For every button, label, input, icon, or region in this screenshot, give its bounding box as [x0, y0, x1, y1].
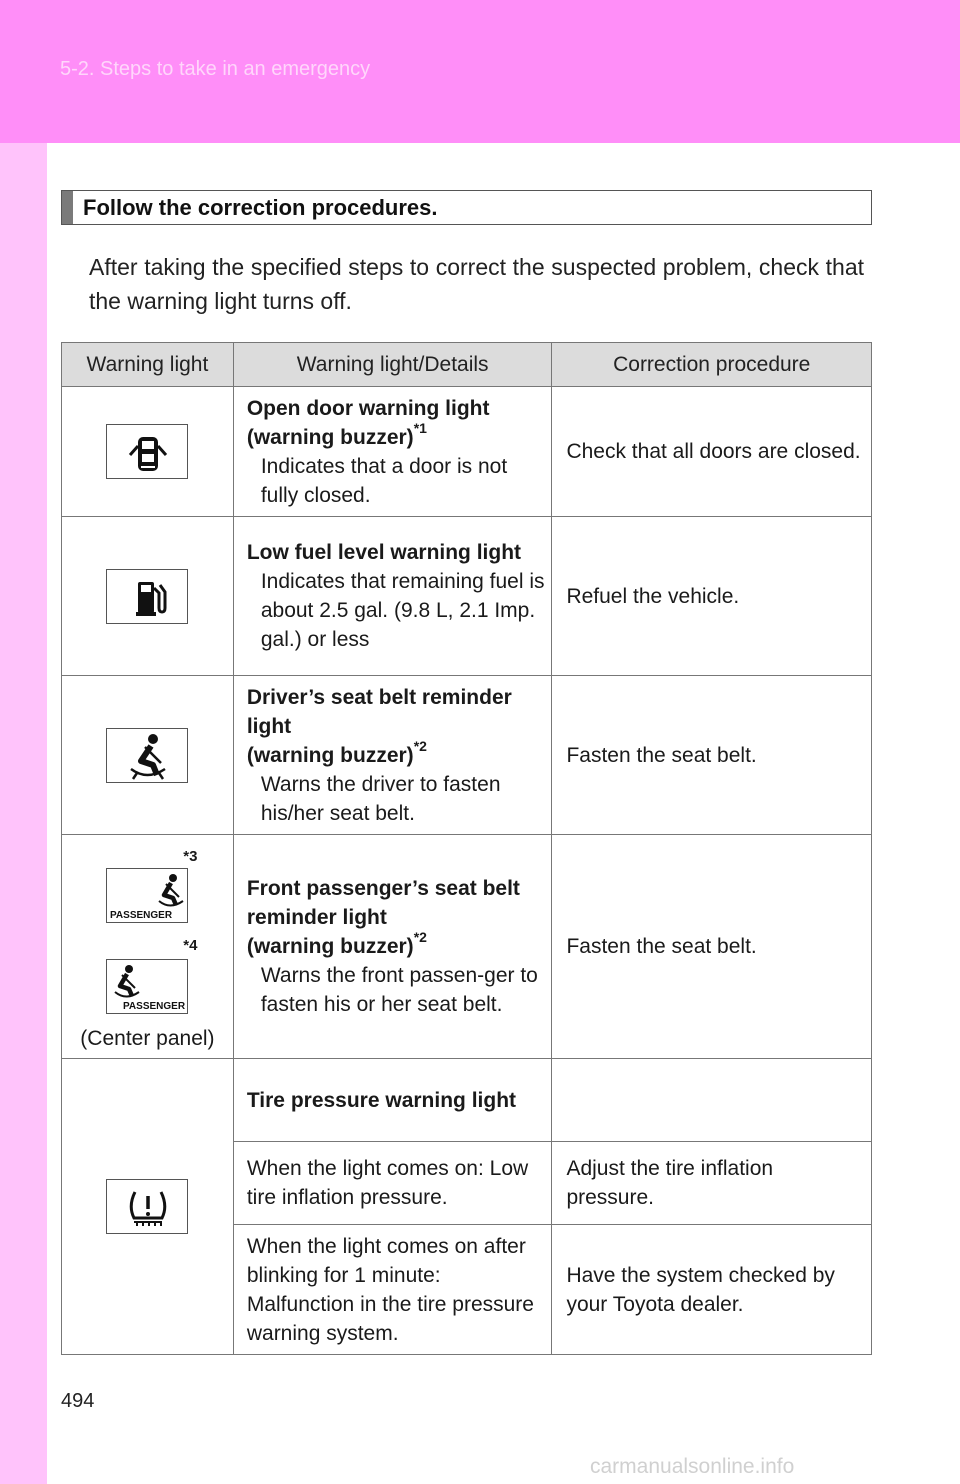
procedure-intro: After taking the specified steps to correct the suspected problem, check that the warning light turns off.: [89, 254, 864, 314]
passenger-badge: PASSENGER: [123, 1001, 186, 1012]
passenger-seat-belt-icon: [106, 868, 188, 923]
row-title: Driver’s seat belt reminder light: [246, 685, 512, 738]
passenger-badge: PASSENGER: [110, 910, 173, 921]
side-band: [0, 143, 47, 1484]
row-detail: Warns the front passen-ger to fasten his or her seat belt.: [260, 964, 538, 1016]
table-row: [62, 517, 872, 676]
header-details: Warning light/Details: [233, 343, 552, 387]
row-correction: Adjust the tire inflation pressure.: [552, 1142, 872, 1225]
row-correction: Fasten the seat belt.: [552, 676, 872, 835]
row-title: Tire pressure warning light: [246, 1088, 517, 1112]
footnote-mark: *2: [413, 737, 427, 754]
row-title-buzzer: (warning buzzer): [246, 935, 414, 958]
fuel-pump-icon: [106, 569, 188, 624]
row-title-buzzer: (warning buzzer): [246, 743, 414, 767]
passenger-seat-belt-icon: [106, 959, 188, 1014]
row-title: Front passenger’s seat belt reminder light: [246, 877, 520, 929]
procedure-heading: [61, 190, 872, 225]
header-correction: Correction procedure: [552, 343, 872, 387]
row-title-buzzer: (warning buzzer): [246, 425, 414, 449]
tire-pressure-icon: [106, 1179, 188, 1234]
footnote-mark: *1: [413, 419, 427, 436]
section-title: 5-2. Steps to take in an emergency: [60, 58, 371, 80]
seat-belt-icon: [106, 728, 188, 783]
row-correction: Refuel the vehicle.: [552, 517, 872, 676]
table-header-row: [62, 343, 872, 387]
header-warning-light: Warning light: [62, 343, 234, 387]
row-detail: When the light comes on after blinking for 1 minute: Malfunction in the tire pressure warning system.: [233, 1225, 552, 1355]
warning-light-table: [61, 342, 872, 1355]
footnote-mark: *4: [183, 937, 198, 954]
table-row: [62, 676, 872, 835]
row-detail: When the light comes on: Low tire inflation pressure.: [233, 1142, 552, 1225]
row-detail: Indicates that remaining fuel is about 2.5 gal. (9.8 L, 2.1 Imp. gal.) or less: [260, 570, 545, 651]
row-title: Low fuel level warning light: [246, 541, 522, 564]
table-row: [62, 387, 872, 517]
row-detail: Warns the driver to fasten his/her seat belt.: [260, 772, 501, 825]
row-correction: Fasten the seat belt.: [552, 835, 872, 1059]
row-correction: Check that all doors are closed.: [552, 387, 872, 517]
open-door-icon: [106, 424, 188, 479]
footnote-mark: *2: [413, 929, 427, 945]
page-number: 494: [61, 1390, 95, 1412]
watermark: carmanualsonline.info: [590, 1455, 795, 1478]
table-row: [62, 835, 872, 1059]
icon-caption: (Center panel): [80, 1027, 215, 1050]
heading-bar: [62, 191, 73, 224]
footnote-mark: *3: [183, 848, 198, 865]
row-title: Open door warning light: [246, 396, 490, 420]
row-detail: Indicates that a door is not fully closed.: [260, 454, 508, 507]
procedure-heading-text: Follow the correction procedures.: [83, 195, 438, 220]
table-row: [62, 1059, 872, 1142]
row-correction: Have the system checked by your Toyota dealer.: [552, 1225, 872, 1355]
